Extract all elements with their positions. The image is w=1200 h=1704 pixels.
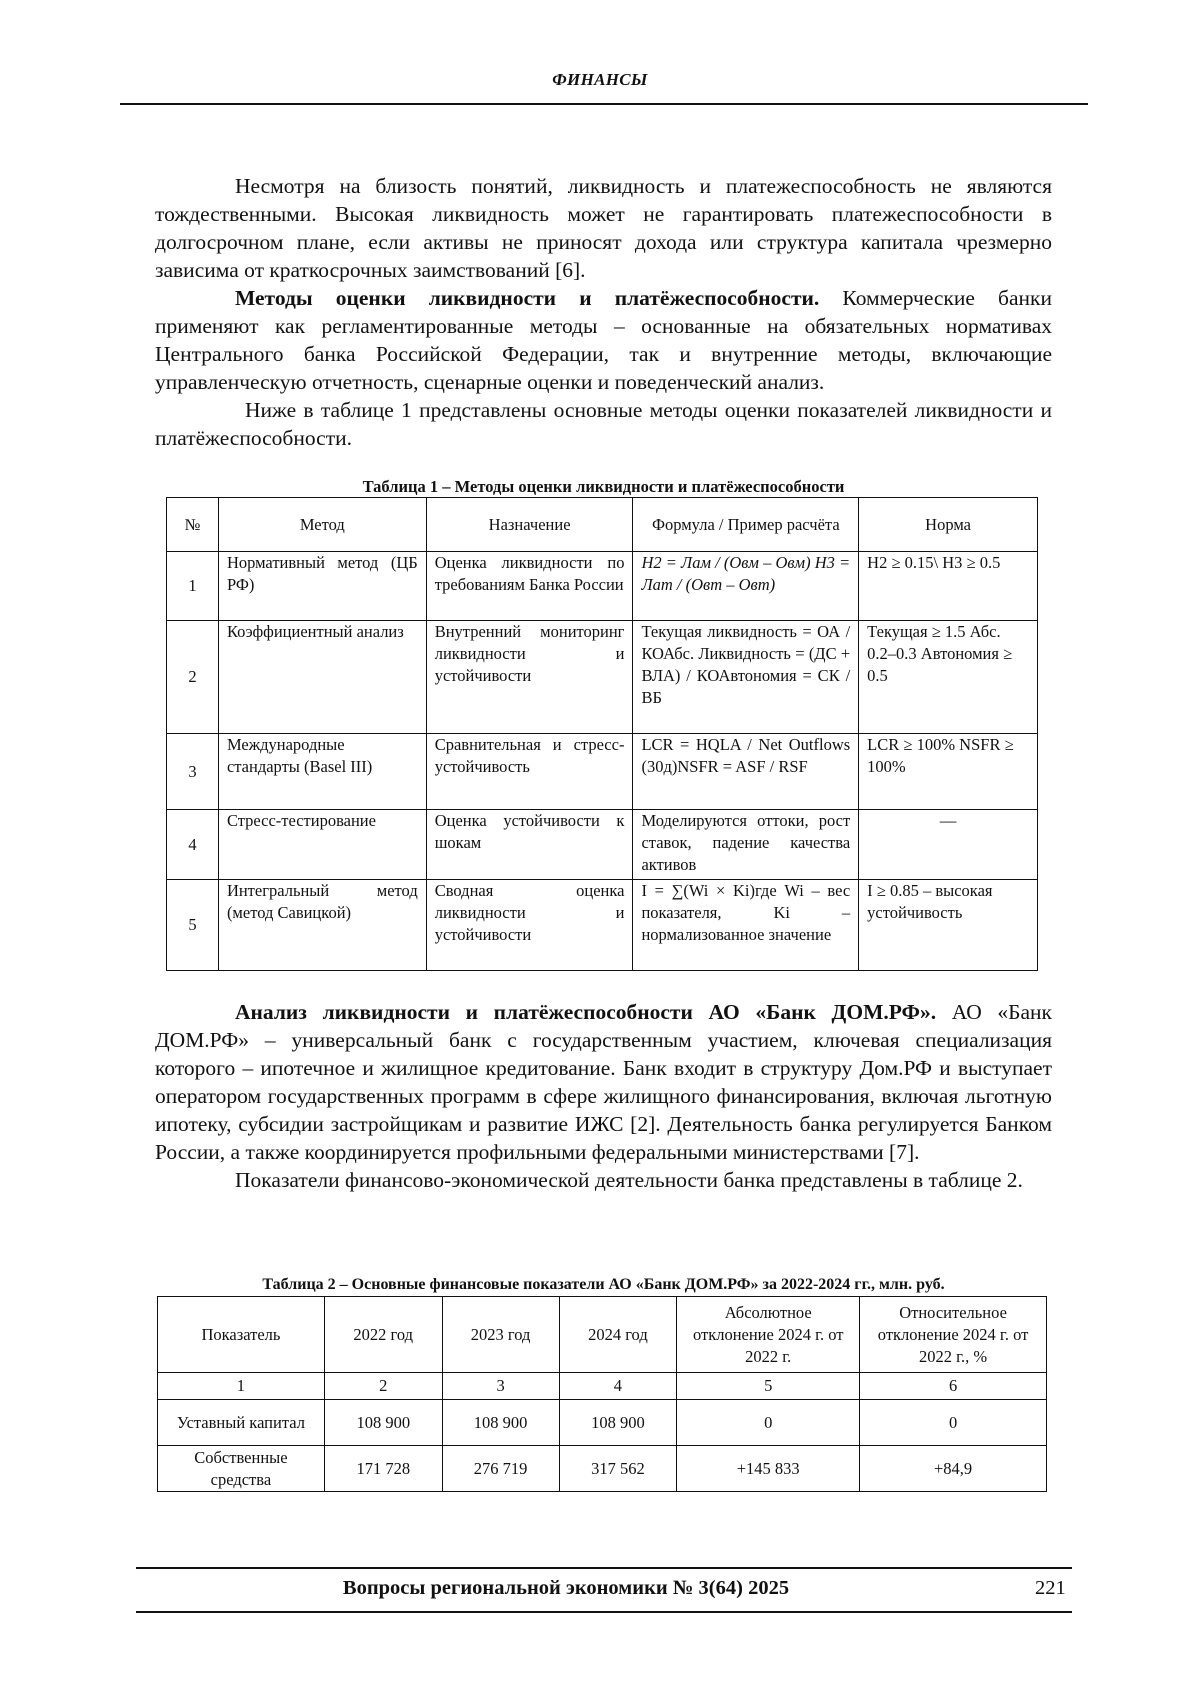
method-cell: Международные стандарты (Basel III) (218, 734, 426, 810)
value-cell: 0 (860, 1400, 1047, 1446)
method-cell: Нормативный метод (ЦБ РФ) (218, 552, 426, 621)
value-cell: +84,9 (860, 1446, 1047, 1492)
method-cell: Интегральный метод (метод Савицкой) (218, 880, 426, 971)
table-2-header-rel-deviation: Относительное отклонение 2024 г. от 2022 г., % (860, 1297, 1047, 1373)
norm-cell: — (859, 810, 1038, 880)
table-1-header-purpose: Назначение (426, 498, 633, 552)
table-row (167, 621, 1038, 734)
table-1-header-method: Метод (218, 498, 426, 552)
col-number: 1 (158, 1373, 325, 1400)
running-header: ФИНАНСЫ (552, 70, 648, 89)
table-1-header-num: № (167, 498, 219, 552)
row-number: 4 (167, 810, 219, 880)
method-cell: Стресс-тестирование (218, 810, 426, 880)
formula-cell: Н2 = Лам / (Овм – Овм) Н3 = Лат / (Овт – Овт) (633, 552, 859, 621)
indicator-cell: Собственные средства (158, 1446, 325, 1492)
row-number: 2 (167, 621, 219, 734)
paragraph-5: Показатели финансово-экономической деятельности банка представлены в таблице 2. (235, 1168, 1023, 1192)
value-cell: 171 728 (324, 1446, 442, 1492)
table-2-header-2023: 2023 год (442, 1297, 559, 1373)
paragraph-3: Ниже в таблице 1 представлены основные методы оценки показателей ликвидности и платёжеспособности. (155, 398, 1052, 450)
indicator-cell: Уставный капитал (158, 1400, 325, 1446)
journal-title: Вопросы региональной экономики № 3(64) 2025 (342, 1577, 790, 1599)
table-2-header-abs-deviation: Абсолютное отклонение 2024 г. от 2022 г. (677, 1297, 860, 1373)
paragraph-2 (155, 284, 1052, 396)
col-number: 5 (677, 1373, 860, 1400)
table-2 (157, 1296, 1047, 1492)
method-cell: Коэффициентный анализ (218, 621, 426, 734)
table-1 (166, 497, 1038, 971)
table-2-header-2024: 2024 год (559, 1297, 677, 1373)
purpose-cell: Оценка устойчивости к шокам (426, 810, 633, 880)
col-number: 3 (442, 1373, 559, 1400)
value-cell: 276 719 (442, 1446, 559, 1492)
table-row (167, 552, 1038, 621)
value-cell: 108 900 (442, 1400, 559, 1446)
text-block-1 (155, 172, 1052, 452)
value-cell: 0 (677, 1400, 860, 1446)
formula-cell: Текущая ликвидность = ОА / КОАбс. Ликвидность = (ДС + ВЛА) / КОАвтономия = СК / ВБ (633, 621, 859, 734)
table-2-caption: Таблица 2 – Основные финансовые показатели АО «Банк ДОМ.РФ» за 2022-2024 гг., млн. руб. (262, 1276, 945, 1293)
footer-rule-bottom (136, 1611, 1072, 1613)
purpose-cell: Сравнительная и стресс-устойчивость (426, 734, 633, 810)
col-number: 4 (559, 1373, 677, 1400)
formula-cell: LCR = HQLA / Net Outflows (30д)NSFR = ASF / RSF (633, 734, 859, 810)
text-block-2 (155, 998, 1052, 1194)
table-1-header-formula: Формула / Пример расчёта (633, 498, 859, 552)
table-2-header-row (158, 1297, 1047, 1373)
paragraph-4-heading: Анализ ликвидности и платёжеспособности АО «Банк ДОМ.РФ». (235, 1000, 937, 1024)
purpose-cell: Оценка ликвидности по требованиям Банка России (426, 552, 633, 621)
formula-cell: I = ∑(Wi × Ki)где Wi – вес показателя, Ki – нормализованное значение (633, 880, 859, 971)
norm-cell: LCR ≥ 100% NSFR ≥ 100% (859, 734, 1038, 810)
row-number: 1 (167, 552, 219, 621)
purpose-cell: Сводная оценка ликвидности и устойчивости (426, 880, 633, 971)
purpose-cell: Внутренний мониторинг ликвидности и устойчивости (426, 621, 633, 734)
table-2-number-row (158, 1373, 1047, 1400)
header-rule (120, 103, 1088, 105)
norm-cell: I ≥ 0.85 – высокая устойчивость (859, 880, 1038, 971)
table-row (167, 880, 1038, 971)
table-2-header-indicator: Показатель (158, 1297, 325, 1373)
table-1-caption: Таблица 1 – Методы оценки ликвидности и платёжеспособности (362, 477, 845, 496)
page-number: 221 (1035, 1577, 1066, 1599)
table-row (167, 734, 1038, 810)
table-1-header-row (167, 498, 1038, 552)
paragraph-4-text: АО «Банк ДОМ.РФ» – универсальный банк с государственным участием, ключевая специализация которого – ипотечное и жилищное кредитование. Банк входит в структуру Дом.РФ и выступает оператором государственных программ в сфере жилищного финансирования, включая льготную ипотеку, субсидии застройщикам и развитие ИЖС [2]. Деятельность банка регулируется Банком России, а также координируется профильными федеральными министерствами [7]. (155, 1000, 1052, 1164)
norm-cell: Текущая ≥ 1.5 Абс. 0.2–0.3 Автономия ≥ 0.5 (859, 621, 1038, 734)
table-row (158, 1446, 1047, 1492)
table-row (167, 810, 1038, 880)
formula-cell: Моделируются оттоки, рост ставок, падение качества активов (633, 810, 859, 880)
paragraph-4 (155, 998, 1052, 1166)
value-cell: 108 900 (559, 1400, 677, 1446)
table-2-header-2022: 2022 год (324, 1297, 442, 1373)
row-number: 5 (167, 880, 219, 971)
value-cell: 108 900 (324, 1400, 442, 1446)
row-number: 3 (167, 734, 219, 810)
value-cell: +145 833 (677, 1446, 860, 1492)
value-cell: 317 562 (559, 1446, 677, 1492)
table-1-header-norm: Норма (859, 498, 1038, 552)
col-number: 6 (860, 1373, 1047, 1400)
col-number: 2 (324, 1373, 442, 1400)
table-row (158, 1400, 1047, 1446)
footer-rule-top (136, 1567, 1072, 1569)
paragraph-2-text: Коммерческие банки применяют как регламентированные методы – основанные на обязательных нормативах Центрального банка Российской Федерации, так и внутренние методы, включающие управленческую отчетность, сценарные оценки и поведенческий анализ. (155, 286, 1052, 394)
norm-cell: Н2 ≥ 0.15\ Н3 ≥ 0.5 (859, 552, 1038, 621)
paragraph-2-heading: Методы оценки ликвидности и платёжеспособности. (235, 286, 820, 310)
paragraph-1: Несмотря на близость понятий, ликвидность и платежеспособность не являются тождественными. Высокая ликвидность может не гарантировать платежеспособности в долгосрочном плане, если активы не приносят дохода или структура капитала чрезмерно зависима от краткосрочных заимствований [6]. (155, 174, 1052, 282)
